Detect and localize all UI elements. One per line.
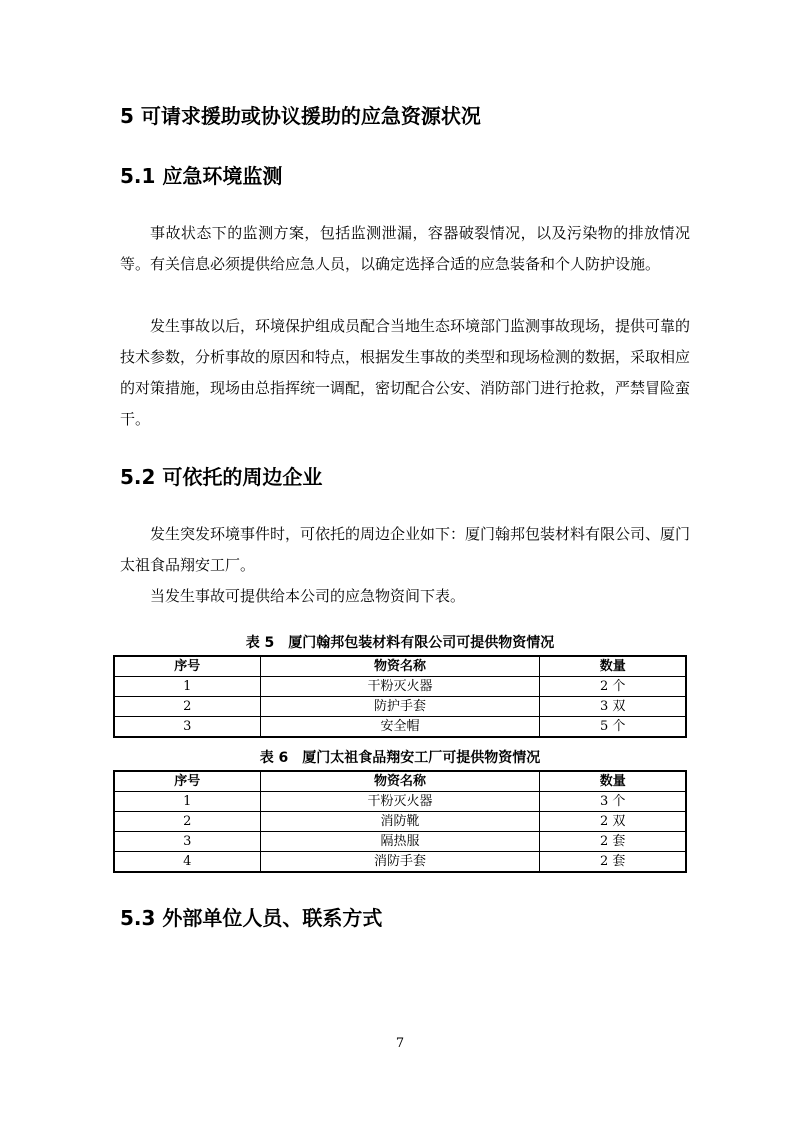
table-cell: 消防手套 (260, 852, 540, 873)
table-header-item: 物资名称 (260, 771, 540, 792)
table-row (114, 852, 686, 873)
table-cell: 干粉灭火器 (260, 677, 540, 697)
table-cell: 防护手套 (260, 697, 540, 717)
table-header-quantity: 数量 (540, 656, 686, 677)
table6 (113, 770, 687, 873)
table5-caption: 表 5 厦门翰邦包装材料有限公司可提供物资情况 (245, 635, 555, 651)
table-cell: 2 (114, 812, 260, 832)
table-cell: 隔热服 (260, 832, 540, 852)
section-heading-5-1: 5.1 应急环境监测 (120, 164, 283, 188)
table-cell: 3 (114, 832, 260, 852)
table-cell: 安全帽 (260, 717, 540, 738)
table-cell: 3 (114, 717, 260, 738)
table-cell: 2 个 (540, 677, 686, 697)
table-cell: 2 套 (540, 852, 686, 873)
page-number: 7 (395, 1036, 405, 1051)
table-cell: 1 (114, 677, 260, 697)
section-heading-5-2: 5.2 可依托的周边企业 (120, 465, 323, 489)
table-cell: 3 个 (540, 792, 686, 812)
table-row (114, 717, 686, 738)
table-cell: 2 (114, 697, 260, 717)
table-header-row (114, 656, 686, 677)
paragraph-accident-response: 发生事故以后，环境保护组成员配合当地生态环境部门监测事故现场，提供可靠的技术参数，分析事故的原因和特点，根据发生事故的类型和现场检测的数据，采取相应的对策措施，现场由总指挥统一调配，密切配合公安、消防部门进行抢救，严禁冒险蛮干。 (120, 317, 691, 428)
table-header-index: 序号 (114, 656, 260, 677)
table-row (114, 697, 686, 717)
section-heading-5: 5 可请求援助或协议援助的应急资源状况 (120, 104, 481, 128)
table-cell: 4 (114, 852, 260, 873)
table-row (114, 792, 686, 812)
table-header-index: 序号 (114, 771, 260, 792)
table-header-row (114, 771, 686, 792)
paragraph-table-intro: 当发生事故可提供给本公司的应急物资间下表。 (150, 587, 466, 605)
table-row (114, 832, 686, 852)
table5 (113, 655, 687, 738)
table-cell: 5 个 (540, 717, 686, 738)
table-cell: 干粉灭火器 (260, 792, 540, 812)
table-cell: 2 套 (540, 832, 686, 852)
table6-caption: 表 6 厦门太祖食品翔安工厂可提供物资情况 (259, 750, 541, 766)
table-cell: 1 (114, 792, 260, 812)
paragraph-monitoring-plan: 事故状态下的监测方案，包括监测泄漏，容器破裂情况，以及污染物的排放情况等。有关信息必须提供给应急人员，以确定选择合适的应急装备和个人防护设施。 (120, 224, 690, 273)
table-row (114, 677, 686, 697)
table-header-item: 物资名称 (260, 656, 540, 677)
table-header-quantity: 数量 (540, 771, 686, 792)
table-cell: 2 双 (540, 812, 686, 832)
section-heading-5-3: 5.3 外部单位人员、联系方式 (120, 906, 383, 930)
table-cell: 消防靴 (260, 812, 540, 832)
table-cell: 3 双 (540, 697, 686, 717)
table-row (114, 812, 686, 832)
paragraph-nearby-companies: 发生突发环境事件时，可依托的周边企业如下：厦门翰邦包装材料有限公司、厦门太祖食品翔安工厂。 (120, 525, 691, 574)
